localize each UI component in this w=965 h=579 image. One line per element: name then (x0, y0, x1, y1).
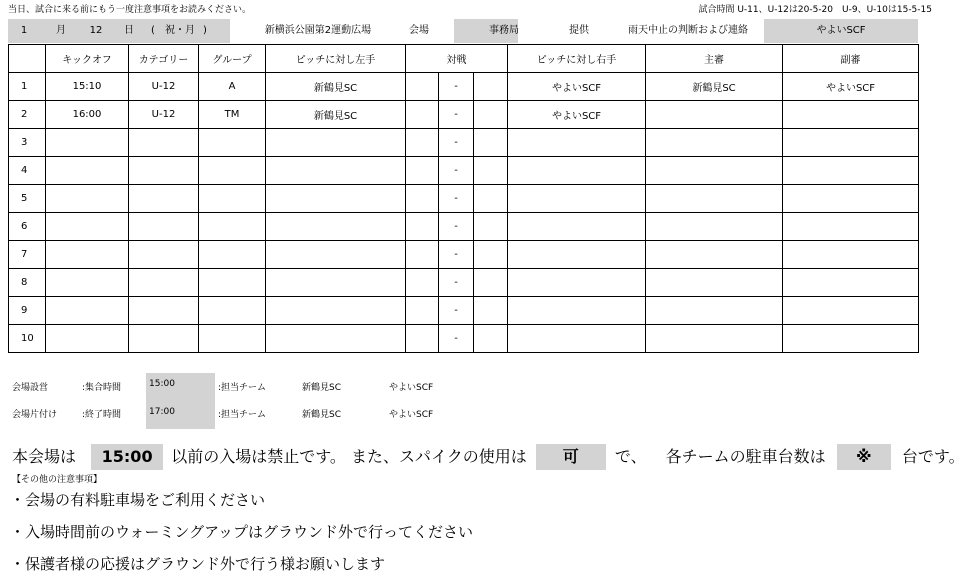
left-team-cell (266, 129, 406, 157)
notice-part3: で、 (614, 447, 647, 466)
venue-name: 新横浜公園第2運動広場 (264, 25, 372, 36)
setup-team2: やよいSCF (389, 383, 434, 393)
category-cell (129, 185, 199, 213)
vs-cell: - (439, 185, 474, 213)
vs-right-cell (474, 297, 508, 325)
left-team-cell (266, 241, 406, 269)
vs-left-cell (406, 241, 439, 269)
cleanup-time-label: :終了時間 (82, 410, 122, 420)
category-cell (129, 241, 199, 269)
row-number: 4 (9, 157, 46, 185)
rain-contact: やよいSCF (816, 25, 866, 36)
bullet-warmup: ・入場時間前のウォーミングアップはグラウンド外で行ってください (10, 523, 474, 541)
assistant-cell (783, 157, 919, 185)
day-label: 日 (124, 25, 134, 36)
top-note: 当日、試合に来る前にもう一度注意事項をお読みください。 (8, 5, 252, 15)
assistant-cell (783, 213, 919, 241)
setup-row (12, 373, 452, 401)
venue-label: 会場 (409, 25, 429, 36)
kickoff-cell (46, 241, 129, 269)
kickoff-cell: 16:00 (46, 101, 129, 129)
vs-right-cell (474, 73, 508, 101)
table-row (9, 73, 919, 101)
header-referee: 主審 (646, 45, 783, 73)
right-team-cell (508, 325, 646, 353)
bullet-supporters: ・保護者様の応援はグラウンド外で行う様お願いします (10, 555, 386, 573)
header-kickoff: キックオフ (46, 45, 129, 73)
category-cell (129, 297, 199, 325)
category-cell (129, 157, 199, 185)
left-team-cell (266, 325, 406, 353)
referee-cell: 新鶴見SC (646, 73, 783, 101)
weekday-close: ) (203, 25, 207, 36)
left-team-cell: 新鶴見SC (266, 101, 406, 129)
vs-left-cell (406, 73, 439, 101)
table-row (9, 157, 919, 185)
group-cell (199, 325, 266, 353)
row-number: 1 (9, 73, 46, 101)
header-no (9, 45, 46, 73)
table-row (9, 101, 919, 129)
kickoff-cell (46, 269, 129, 297)
left-team-cell (266, 269, 406, 297)
group-cell (199, 213, 266, 241)
setup-time-label: :集合時間 (82, 383, 122, 393)
group-cell: A (199, 73, 266, 101)
vs-cell: - (439, 101, 474, 129)
referee-cell (646, 157, 783, 185)
table-row (9, 129, 919, 157)
day-number: 12 (89, 25, 103, 36)
left-team-cell (266, 297, 406, 325)
vs-cell: - (439, 129, 474, 157)
category-cell (129, 325, 199, 353)
match-time-note: 試合時間 U-11、U-12は20-5-20 U-9、U-10は15-5-15 (698, 5, 932, 15)
row-number: 10 (9, 325, 46, 353)
right-team-cell: やよいSCF (508, 73, 646, 101)
left-team-cell (266, 213, 406, 241)
kickoff-cell (46, 129, 129, 157)
right-team-cell (508, 185, 646, 213)
vs-left-cell (406, 101, 439, 129)
assistant-cell (783, 129, 919, 157)
vs-right-cell (474, 325, 508, 353)
cleanup-team2: やよいSCF (389, 410, 434, 420)
vs-right-cell (474, 269, 508, 297)
right-team-cell (508, 129, 646, 157)
header-left-team: ピッチに対し左手 (266, 45, 406, 73)
entry-time-box: 15:00 (91, 444, 163, 470)
weekday: 祝・月 (165, 25, 195, 36)
row-number: 5 (9, 185, 46, 213)
row-number: 7 (9, 241, 46, 269)
vs-left-cell (406, 269, 439, 297)
table-header-row (9, 45, 919, 73)
group-cell (199, 269, 266, 297)
setup-label: 会場設営 (12, 383, 49, 393)
vs-cell: - (439, 73, 474, 101)
header-right-team: ピッチに対し右手 (508, 45, 646, 73)
schedule-table (8, 44, 919, 353)
row-number: 9 (9, 297, 46, 325)
cleanup-label: 会場片付け (12, 410, 58, 420)
category-cell: U-12 (129, 73, 199, 101)
kickoff-cell (46, 213, 129, 241)
vs-cell: - (439, 213, 474, 241)
header-vs: 対戦 (406, 45, 508, 73)
notice-part4: 各チームの駐車台数は (665, 447, 826, 466)
referee-cell (646, 185, 783, 213)
entry-notice (12, 444, 965, 470)
cleanup-team1: 新鶴見SC (302, 410, 341, 420)
assistant-cell (783, 297, 919, 325)
table-row (9, 241, 919, 269)
kickoff-cell (46, 157, 129, 185)
header-group: グループ (199, 45, 266, 73)
vs-right-cell (474, 213, 508, 241)
group-cell (199, 297, 266, 325)
right-team-cell (508, 241, 646, 269)
vs-cell: - (439, 269, 474, 297)
referee-cell (646, 129, 783, 157)
vs-left-cell (406, 157, 439, 185)
referee-cell (646, 297, 783, 325)
referee-cell (646, 101, 783, 129)
category-cell (129, 213, 199, 241)
left-team-cell (266, 157, 406, 185)
vs-left-cell (406, 185, 439, 213)
notice-part1: 本会場は (12, 447, 77, 466)
other-notes-heading: 【その他の注意事項】 (12, 475, 103, 485)
referee-cell (646, 241, 783, 269)
assistant-cell: やよいSCF (783, 73, 919, 101)
row-number: 6 (9, 213, 46, 241)
row-number: 2 (9, 101, 46, 129)
assistant-cell (783, 241, 919, 269)
assistant-cell (783, 185, 919, 213)
group-cell (199, 129, 266, 157)
kickoff-cell (46, 325, 129, 353)
setup-team-label: :担当チーム (218, 383, 267, 393)
rain-label: 雨天中止の判断および連絡 (628, 25, 748, 36)
group-cell (199, 157, 266, 185)
vs-cell: - (439, 157, 474, 185)
assistant-cell (783, 101, 919, 129)
vs-cell: - (439, 325, 474, 353)
referee-cell (646, 269, 783, 297)
provider-name: 事務局 (489, 25, 519, 36)
right-team-cell (508, 213, 646, 241)
row-number: 3 (9, 129, 46, 157)
vs-right-cell (474, 241, 508, 269)
header-assistant: 副審 (783, 45, 919, 73)
vs-cell: - (439, 241, 474, 269)
kickoff-cell (46, 185, 129, 213)
table-row (9, 269, 919, 297)
referee-cell (646, 325, 783, 353)
table-row (9, 213, 919, 241)
vs-left-cell (406, 297, 439, 325)
vs-right-cell (474, 157, 508, 185)
month-label: 月 (56, 25, 66, 36)
left-team-cell: 新鶴見SC (266, 73, 406, 101)
right-team-cell (508, 157, 646, 185)
category-cell (129, 129, 199, 157)
group-cell (199, 241, 266, 269)
category-cell: U-12 (129, 101, 199, 129)
right-team-cell: やよいSCF (508, 101, 646, 129)
cleanup-row (12, 401, 452, 429)
month-number: 1 (20, 25, 28, 36)
vs-left-cell (406, 325, 439, 353)
vs-cell: - (439, 297, 474, 325)
cleanup-team-label: :担当チーム (218, 410, 267, 420)
spike-box: 可 (536, 444, 606, 470)
cleanup-time: 17:00 (146, 401, 215, 429)
header-category: カテゴリー (129, 45, 199, 73)
category-cell (129, 269, 199, 297)
vs-right-cell (474, 101, 508, 129)
table-row (9, 297, 919, 325)
table-row (9, 325, 919, 353)
vs-right-cell (474, 185, 508, 213)
group-cell (199, 185, 266, 213)
notice-part2: 以前の入場は禁止です。 また、スパイクの使用は (171, 447, 527, 466)
vs-right-cell (474, 129, 508, 157)
bullet-parking: ・会場の有料駐車場をご利用ください (10, 491, 266, 509)
right-team-cell (508, 269, 646, 297)
provider-label: 提供 (569, 25, 589, 36)
right-team-cell (508, 297, 646, 325)
kickoff-cell (46, 297, 129, 325)
notice-part5: 台です。 (901, 447, 965, 466)
group-cell: TM (199, 101, 266, 129)
assistant-cell (783, 269, 919, 297)
setup-time: 15:00 (146, 373, 215, 401)
vs-left-cell (406, 129, 439, 157)
row-number: 8 (9, 269, 46, 297)
weekday-open: ( (151, 25, 155, 36)
kickoff-cell: 15:10 (46, 73, 129, 101)
referee-cell (646, 213, 783, 241)
vs-left-cell (406, 213, 439, 241)
left-team-cell (266, 185, 406, 213)
date-venue-header (8, 19, 918, 43)
table-row (9, 185, 919, 213)
parking-box: ※ (837, 444, 891, 470)
setup-team1: 新鶴見SC (302, 383, 341, 393)
assistant-cell (783, 325, 919, 353)
